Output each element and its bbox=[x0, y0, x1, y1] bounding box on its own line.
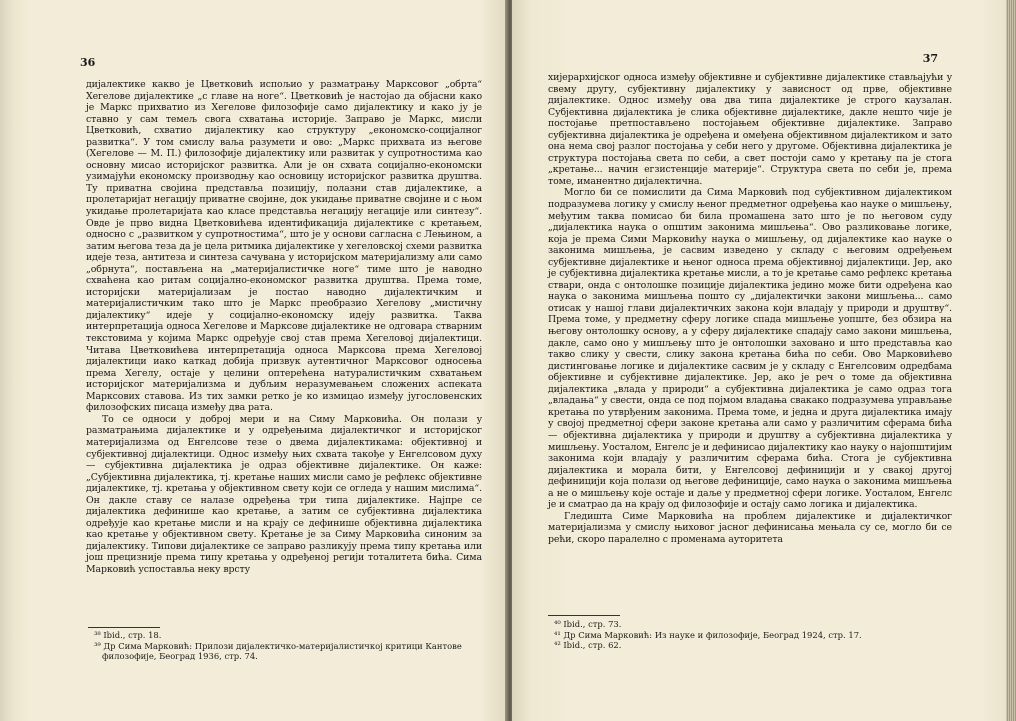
footnote: ³⁹ Др Сима Марковић: Прилози дијалектичко-материјалистичкој критици Кантове филозофије, Београд 1936, стр. 74. bbox=[94, 640, 462, 661]
footnote-rule bbox=[88, 627, 160, 628]
body-text bbox=[548, 72, 952, 545]
paragraph: Гледишта Симе Марковића на проблем дијалектике и дијалектичког материјализма у смислу њиховог јасног дефинисања мењала су се, могло би се рећи, скоро паралелно с променама ауторитета bbox=[548, 510, 952, 545]
body-text bbox=[86, 79, 482, 576]
footnote: ⁴¹ Др Сима Марковић: Из науке и филозофије, Београд 1924, стр. 17. bbox=[554, 629, 862, 640]
footnotes bbox=[88, 630, 484, 662]
footnote-rule bbox=[548, 615, 620, 616]
footnote: ³⁸ Ibid., стр. 18. bbox=[94, 630, 162, 640]
page-edges-right bbox=[1006, 0, 1016, 721]
page-number: 36 bbox=[80, 56, 96, 69]
paragraph: То се односи у доброј мери и на Симу Марковића. Он полази у разматрањима дијалектике и у одређењима дијалектичког и историјског материјализма од Енгелсове тезе о двема дијалектикама: објективној и субјективној дијалектици. Однос између њих схвата такође у Енгелсовом духу — субјективна дијалектика је одраз објективне дијалектике. Он каже: „Субјективна дијалектика, тј. кретање наших мисли само је рефлекс објективне дијалектике, тј. кретања у објективном свету који се огледа у нашим мислима“. Он дакле ставу се налазе одређења три типа дијалектике. Најпре се дијалектика дефинише као кретање, а затим се субјективна дијалектика одређује као кретање мисли и на крају се дефинише објективна дијалектика као кретање у објективном свету. Кретање је за Симу Марковића синоним за дијалектику. Типови дијалектике се заправо разликују према типу кретања или још прецизније према типу кретања у одређеној регији тоталитета бића. Сима Марковић успоставља неку врсту bbox=[86, 413, 482, 575]
paragraph: Могло би се помислити да Сима Марковић под субјективном дијалектиком подразумева логику у смислу њеног предметног одређења као науке о мишљењу, међутим таква помисао би била промашена зато што је по његовом суду „дијалектика наука о општим законима мишљења“. Ово разликовање логике, која је према Сими Марковићу наука о мишљењу, од дијалектике као науке о законима мишљења, је сасвим изведено у складу с његовим одређењем субјективне дијалектике и њеног односа према објективној дијалектици. Јер, ако је субјективна дијалектика кретање мисли, а то је кретање само рефлекс кретања ствари, онда с онтолошке позиције дијалектика једино може бити одређена као наука о законима мишљења пошто су „дијалектички закони мишљења... само отисак у нашој глави дијалектичких закона који владају у природи и друштву“. Према томе, у предметну сферу логике спада мишљење уопште, без обзира на његову онтолошку основу, а у сферу дијалектике спадају само закони мишљења, дакле, само оно у мишљењу што је онтолошки заховано и што представља као такво слику у свести, слику закона кретања бића по себи. Ово Марковићево дистинговање логике и дијалектике сасвим је у складу с Енгелсовим одредбама објективне и субјективне дијалектике. Јер, ако је реч о томе да објективна дијалектика „влада у природи“ а субјективна дијалектика је само одраз тога „владања“ у свести, онда се под појмом владања свакако подразумева управљање кретања по утврђеним законима. Према томе, и једна и друга дијалектика имају у својој предметној сфери законе кретања али само у различитим сферама бића — објективна дијалектика у природи и друштву а субјективна дијалектика у мишљењу. Уосталом, Енгелс је и дефинисао дијалектику као науку о најопштијим законима који владају у различитим сферама бића. Стога је субјективна дијалектика и морала бити, у Енгелсовој дефиницији и у свакој другој дефиницији која полази од његове дефиниције, само наука о законима мишљења а не о мишљењу које остаје и даље у предметној сфери логике. Уосталом, Енгелс је и сматрао да на крају од филозофије и остају само логика и дијалектика. bbox=[548, 187, 952, 511]
footnotes bbox=[548, 619, 952, 651]
paragraph: дијалектике какво је Цветковић испољио у разматрању Марксовог „обрта“ Хегелове дијалектике „с главе на ноге“. Цветковић је настојао да објасни како је Маркс прихватио из Хегелове филозофије само дијалектику и како ју је ставно у сам темељ свога схватања историје. Заправо је Маркс, мисли Цветковић, схватио дијалектику као структуру „економско-социјалног развитка“. У том смислу ваља разумети и ово: „Маркс прихвата из његове (Хегелове — М. П.) филозофије дијалектику или развитак у супротностима као основну мисао историјског развитка. Али је он схвата социјално-економски узимајући економску производњу као основицу историјског развитка друштва. Ту приватна својина представља позицију, полазни став дијалектике, а пролетаријат негацију приватне својине, док укидање приватне својине и с њом укидање пролетаријата као класе представља негацију негације или синтезу“. Овде је прво видна Цветковићева идентификација дијалектике с кретањем, односно с „развитком у супротностима“, што је у основи сагласна с Лењином, а затим његова теза да је цела ритмика дијалектике у хегеловској схеми развитка идеје теза, антитеза и синтеза сачувана у историјском материјализму али само „обрнута“, постављена на „материјалистичке ноге“ тиме што је наводно схваћена као ритам социјално-економског развитка друштва. Према томе, историјски материјализам је постао наводно дијалектичким и материјалистичким тако што је Маркс преобразио Хегелову „мистичну дијалектику“ идеје у социјално-економску идеју развитка. Таква интерпретација односа Хегелове и Марксове дијалектике не одговара стварним текстовима у којима Маркс одређује свој став према Хегеловој дијалектици. Читава Цветковићева интерпретација односа Марксова према Хегеловој дијалектици иако каткад добија призвук аутентичног Марксовог односења према Хегелу, остаје у целини оптерећена натуралистичким схватањем историјског материјализма и дубљим неразумевањем сложених аспеката Марксових ставова. Из тих замки ретко је ко измицао између југословенских филозофских писаца између два рата. bbox=[86, 79, 482, 414]
footnote: ⁴⁰ Ibid., стр. 73. bbox=[554, 619, 622, 629]
paragraph: хијерархијског односа између објективне и субјективне дијалектике стављајући у свему другу, субјективну дијалектику у зависност од прве, објективне дијалектике. Однос између ова два типа дијалектике је строго каузалан. Субјективна дијалектика је слика објективне дијалектике, дакле нешто чије је постојање претпостављено постојањем објективне дијалектике. Заправо субјективна дијалектика је одређена и омеђена објективном дијалектиком и зато она нема свој разлог постојања у себи него у другоме. Објективна дијалектика је структура постојања света по себи, а свет постоји само у кретању па је стога „кретање... начин егзистенције материје“. Структура света по себи је, према томе, иманентно дијалектична. bbox=[548, 72, 952, 187]
page-number: 37 bbox=[922, 52, 938, 65]
footnote: ⁴² Ibid., стр. 62. bbox=[554, 640, 622, 650]
right-page bbox=[512, 0, 1016, 721]
